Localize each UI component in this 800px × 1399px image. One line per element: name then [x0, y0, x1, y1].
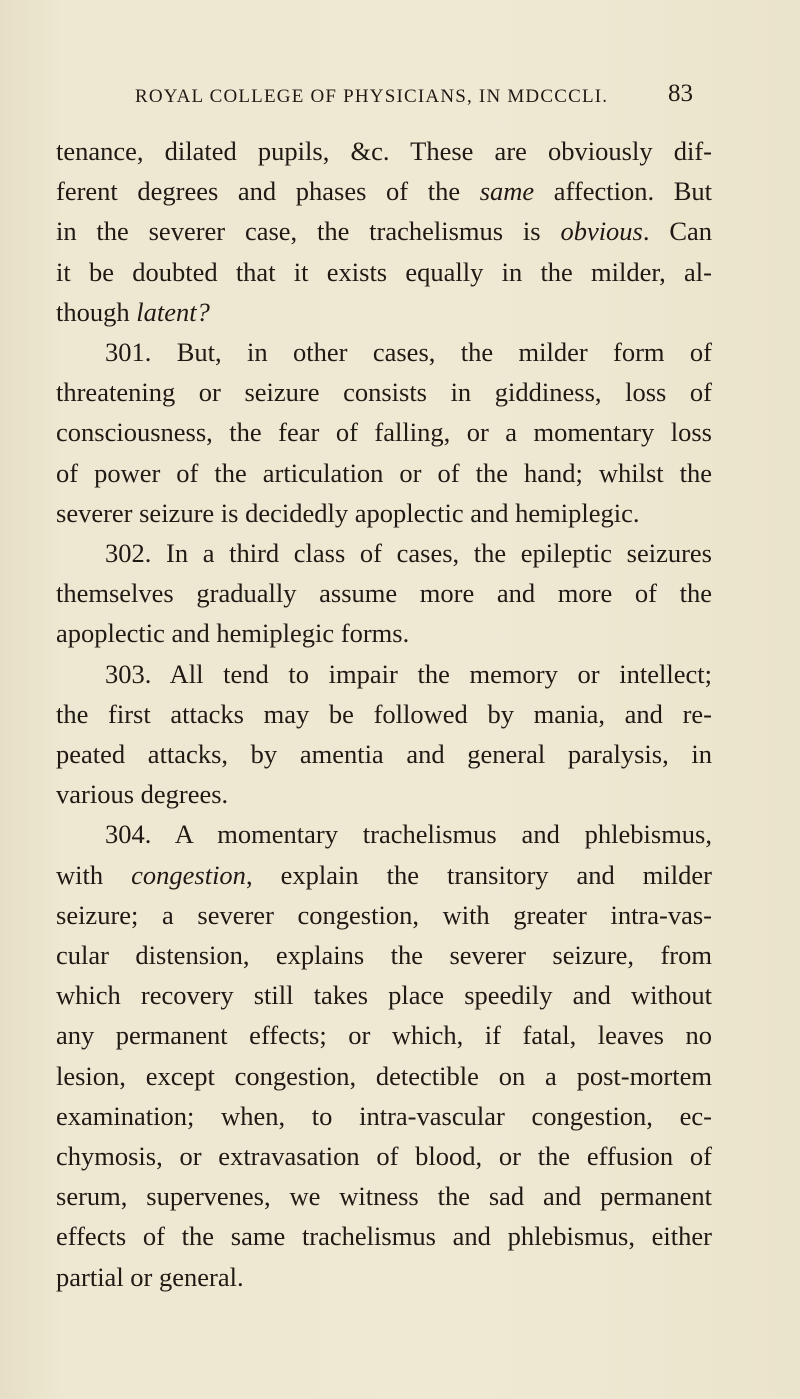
text-line: seizure; a severer congestion, with greater intra-vas-: [56, 899, 712, 930]
text-line: 302. In a third class of cases, the epileptic seizures: [105, 538, 712, 569]
text-line: apoplectic and hemiplegic forms.: [56, 618, 410, 649]
text-line: themselves gradually assume more and more of the: [56, 578, 712, 609]
paragraph-304: [56, 814, 712, 1296]
text-line: peated attacks, by amentia and general paralysis, in: [56, 739, 712, 770]
text-line: it be doubted that it exists equally in the milder, al-: [56, 256, 712, 287]
page-number: 83: [668, 80, 693, 107]
text-line: consciousness, the fear of falling, or a momentary loss: [56, 417, 712, 448]
text-line: effects of the same trachelismus and phlebismus, either: [56, 1221, 712, 1252]
text-line: any permanent effects; or which, if fatal, leaves no: [56, 1020, 712, 1051]
paragraph-302: [56, 533, 712, 654]
text-line: the first attacks may be followed by mania, and re-: [56, 698, 712, 729]
text-line: which recovery still takes place speedily and without: [56, 980, 712, 1011]
text-line: various degrees.: [56, 779, 229, 810]
text-line: tenance, dilated pupils, &c. These are obviously dif-: [56, 136, 712, 166]
text-line: in the severer case, the trachelismus is obvious. Can: [56, 216, 713, 247]
text-line: 301. But, in other cases, the milder form of: [105, 337, 712, 368]
text-line: threatening or seizure consists in giddiness, loss of: [56, 377, 712, 408]
body-text: [56, 131, 712, 1297]
page-header: [0, 76, 800, 116]
text-line: 304. A momentary trachelismus and phlebismus,: [105, 819, 712, 850]
text-line: examination; when, to intra-vascular congestion, ec-: [56, 1100, 712, 1131]
text-line: cular distension, explains the severer seizure, from: [56, 940, 712, 971]
paragraph-303: [56, 654, 712, 815]
paragraph: [56, 131, 712, 332]
paragraph-301: [56, 332, 712, 533]
italic-text: same: [479, 176, 535, 207]
running-head: ROYAL COLLEGE OF PHYSICIANS, IN MDCCCLI.: [135, 86, 609, 107]
text-line: chymosis, or extravasation of blood, or the effusion of: [56, 1141, 712, 1172]
text-line: though latent?: [56, 296, 210, 327]
text-line: serum, supervenes, we witness the sad and permanent: [56, 1181, 712, 1212]
italic-text: congestion: [131, 859, 246, 890]
text-line: ferent degrees and phases of the same affection. But: [56, 176, 712, 207]
text-line: severer seizure is decidedly apoplectic and hemiplegic.: [56, 497, 640, 528]
text-line: with congestion, explain the transitory and milder: [56, 859, 712, 890]
text-line: of power of the articulation or of the hand; whilst the: [56, 457, 712, 488]
text-line: lesion, except congestion, detectible on a post-mortem: [56, 1060, 712, 1091]
italic-text: latent?: [136, 296, 210, 327]
italic-text: obvious: [560, 216, 643, 247]
text-line: partial or general.: [56, 1261, 244, 1292]
text-line: 303. All tend to impair the memory or intellect;: [105, 658, 712, 689]
